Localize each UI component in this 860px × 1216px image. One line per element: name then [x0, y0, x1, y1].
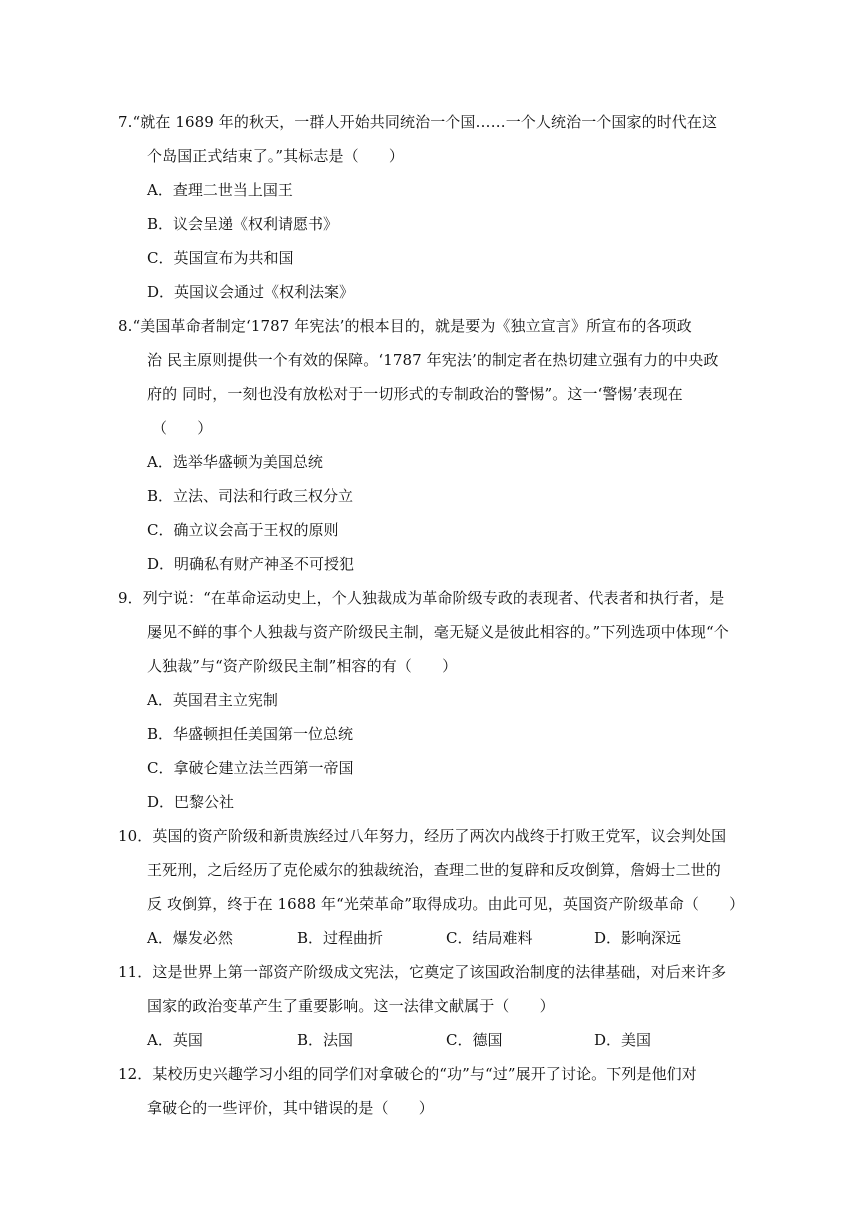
question-10-stem-line-1: 10．英国的资产阶级和新贵族经过八年努力，经历了两次内战终于打败王党军，议会判处国: [118, 827, 727, 845]
question-9-option-d: D．巴黎公社: [147, 793, 235, 811]
question-9-stem-line-2: 屡见不鲜的事个人独裁与资产阶级民主制，毫无疑义是彼此相容的。”下列选项中体现“个: [147, 623, 729, 641]
question-9-stem-line-1: 9．列宁说：“在革命运动史上，个人独裁成为革命阶级专政的表现者、代表者和执行者，是: [118, 589, 725, 607]
question-8-stem-line-1: 8.“美国革命者制定‘1787 年宪法’的根本目的，就是要为《独立宣言》所宣布的各项政: [118, 317, 692, 335]
question-8-stem-line-3: 府的 同时，一刻也没有放松对于一切形式的专制政治的警惕”。这一‘警惕’表现在: [147, 385, 683, 403]
question-9-option-a: A．英国君主立宪制: [147, 691, 278, 709]
question-11-stem-line-1: 11．这是世界上第一部资产阶级成文宪法，它奠定了该国政治制度的法律基础，对后来许多: [118, 963, 727, 981]
question-11-option-c: C．德国: [446, 1031, 503, 1049]
question-8-option-d: D．明确私有财产神圣不可授犯: [147, 555, 355, 573]
question-7-option-a: A．查理二世当上国王: [147, 181, 293, 199]
question-7-stem-line-2: 个岛国正式结束了。”其标志是（ ）: [147, 147, 404, 165]
question-10-stem-line-2: 王死刑，之后经历了克伦威尔的独裁统治，查理二世的复辟和反攻倒算，詹姆士二世的: [147, 861, 721, 879]
question-12-stem-line-2: 拿破仑的一些评价，其中错误的是（ ）: [147, 1099, 434, 1117]
question-11-option-d: D．美国: [594, 1031, 652, 1049]
question-11-option-a: A．英国: [147, 1031, 203, 1049]
question-11-option-b: B．法国: [297, 1031, 354, 1049]
question-12-stem-line-1: 12．某校历史兴趣学习小组的同学们对拿破仑的“功”与“过”展开了讨论。下列是他们对: [118, 1065, 697, 1083]
question-10-option-a: A．爆发必然: [147, 929, 233, 947]
question-7-option-d: D．英国议会通过《权利法案》: [147, 283, 355, 301]
question-8-option-b: B．立法、司法和行政三权分立: [147, 487, 354, 505]
question-10-stem-line-3: 反 攻倒算，终于在 1688 年“光荣革命”取得成功。由此可见，英国资产阶级革命（ ）: [147, 895, 745, 913]
question-7-option-c: C．英国宣布为共和国: [147, 249, 294, 267]
question-9-stem-line-3: 人独裁”与“资产阶级民主制”相容的有（ ）: [147, 657, 458, 675]
question-8-stem-line-2: 治 民主原则提供一个有效的保障。‘1787 年宪法’的制定者在热切建立强有力的中央政: [147, 351, 719, 369]
question-8-stem-line-4: （ ）: [152, 419, 213, 437]
question-8-option-c: C．确立议会高于王权的原则: [147, 521, 339, 539]
question-9-option-b: B．华盛顿担任美国第一位总统: [147, 725, 354, 743]
question-8-option-a: A．选举华盛顿为美国总统: [147, 453, 323, 471]
question-7-option-b: B．议会呈递《权利请愿书》: [147, 215, 339, 233]
question-7-stem-line-1: 7.“就在 1689 年的秋天，一群人开始共同统治一个国……一个人统治一个国家的时代在这: [118, 113, 718, 131]
question-9-option-c: C．拿破仑建立法兰西第一帝国: [147, 759, 354, 777]
question-10-option-c: C．结局难料: [446, 929, 533, 947]
question-10-option-d: D．影响深远: [594, 929, 682, 947]
question-11-stem-line-2: 国家的政治变革产生了重要影响。这一法律文献属于（ ）: [147, 997, 555, 1015]
question-10-option-b: B．过程曲折: [297, 929, 384, 947]
